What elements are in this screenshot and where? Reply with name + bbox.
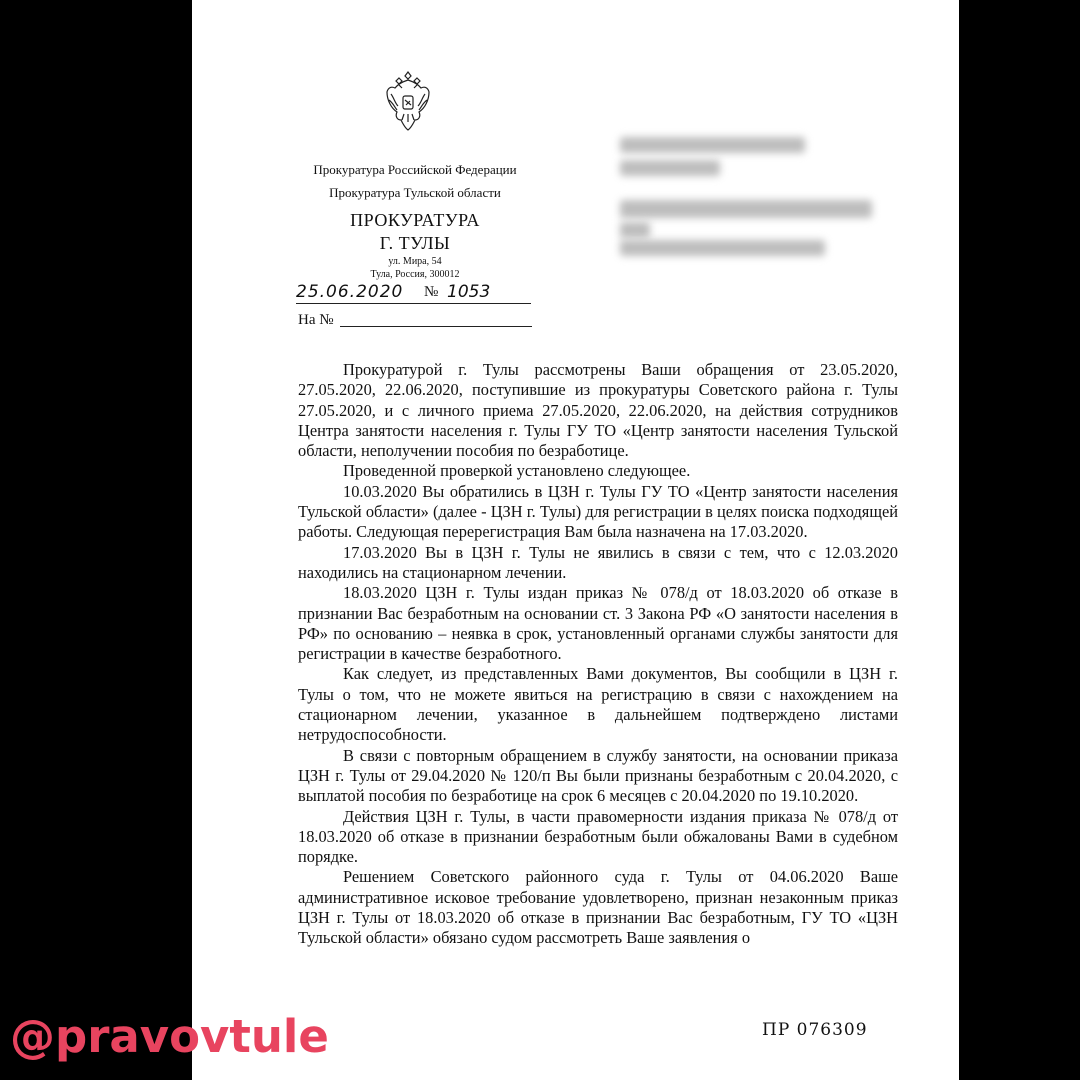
office-street-address: ул. Мира, 54 [388, 256, 442, 267]
org-line-1: Прокуратура Российской Федерации [313, 162, 517, 177]
body-paragraph: 17.03.2020 Вы в ЦЗН г. Тулы не явились в связи с тем, что с 12.03.2020 находились на стационарном лечении. [298, 542, 898, 582]
body-paragraph: Действия ЦЗН г. Тулы, в части правомерности издания приказа № 078/д от 18.03.2020 об отказе в признании безработным были обжалованы Вами в судебном порядке. [298, 806, 898, 867]
watermark-handle: @pravovtule [10, 1010, 329, 1063]
number-sign: № [424, 284, 439, 300]
document-page [192, 0, 959, 1080]
body-paragraph: 18.03.2020 ЦЗН г. Тулы издан приказ № 078/д от 18.03.2020 об отказе в признании Вас безработным на основании ст. 3 Закона РФ «О занятости населения в РФ» по основанию – неявка в срок, установленный органами службы занятости для регистрации в качестве безработного. [298, 583, 898, 664]
handwritten-outgoing-number: 1053 [447, 282, 491, 302]
org-line-2: Прокуратура Тульской области [329, 185, 501, 200]
handwritten-date: 25.06.2020 [296, 282, 404, 302]
office-title-line-2: Г. ТУЛЫ [379, 233, 451, 253]
letter-body [298, 360, 898, 949]
body-paragraph: Прокуратурой г. Тулы рассмотрены Ваши обращения от 23.05.2020, 27.05.2020, 22.06.2020, поступившие из прокуратуры Советского района г. Тулы 27.05.2020, и с личного приема 27.05.2020, 22.06.2020, на действия сотрудников Центра занятости населения г. Тулы ГУ ТО «Центр занятости населения Тульской области, неполучении пособия по безработице. [298, 360, 898, 461]
reference-number-label: На № [298, 312, 334, 328]
coat-of-arms-icon [385, 70, 431, 132]
office-title-line-1: ПРОКУРАТУРА [350, 210, 480, 230]
body-paragraph: Проведенной проверкой установлено следующее. [343, 461, 691, 481]
body-paragraph: В связи с повторным обращением в службу занятости, на основании приказа ЦЗН г. Тулы от 29.04.2020 № 120/п Вы были признаны безработным с 20.04.2020, с выплатой пособия по безработице на срок 6 месяцев с 20.04.2020 по 19.10.2020. [298, 745, 898, 806]
office-city-address: Тула, Россия, 300012 [370, 269, 460, 280]
body-paragraph: Как следует, из представленных Вами документов, Вы сообщили в ЦЗН г. Тулы о том, что не можете явиться на регистрацию в связи с нахождением на стационарном лечении, указанное в дальнейшем подтверждено листами нетрудоспособности. [298, 664, 898, 745]
body-paragraph: 10.03.2020 Вы обратились в ЦЗН г. Тулы ГУ ТО «Центр занятости населения Тульской области» (далее - ЦЗН г. Тулы) для регистрации в целях поиска подходящей работы. Следующая перерегистрация Вам была назначена на 17.03.2020. [298, 481, 898, 542]
body-paragraph: Решением Советского районного суда г. Тулы от 04.06.2020 Ваше административное исковое требование удовлетворено, признан незаконным приказ ЦЗН г. Тулы от 18.03.2020 об отказе в признании Вас безработным, ГУ ТО «ЦЗН Тульской области» обязано судом рассмотреть Ваше заявления о [298, 867, 898, 948]
form-series-number: ПР 076309 [762, 1020, 868, 1040]
reference-number-underline [340, 326, 532, 327]
